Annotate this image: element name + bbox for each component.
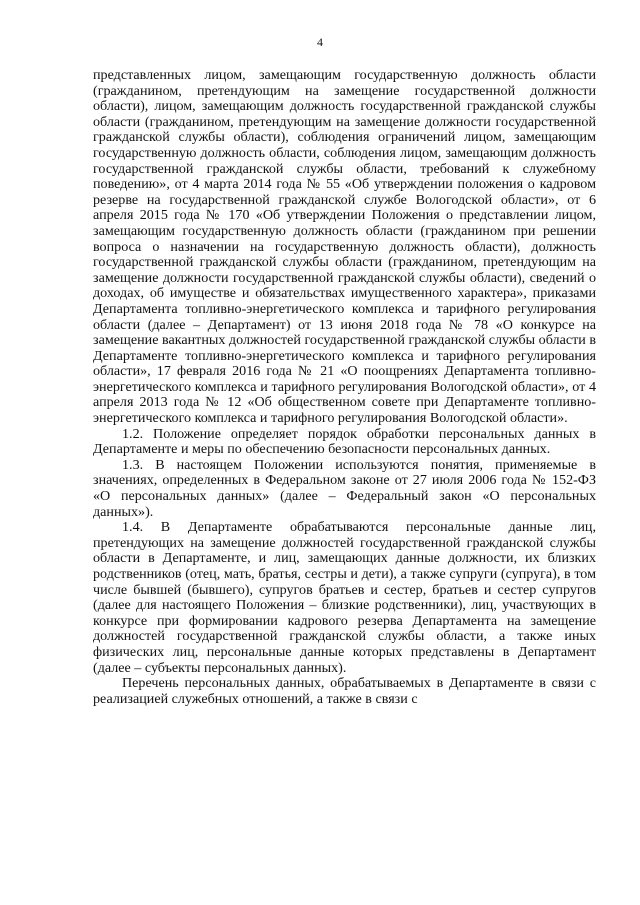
paragraph-1-2: 1.2. Положение определяет порядок обработки персональных данных в Департаменте и меры по обеспечению безопасности персональных данных. [93, 425, 596, 458]
document-body [93, 68, 596, 707]
paragraph-1-3: 1.3. В настоящем Положении используются понятия, применяемые в значениях, определенных в Федеральном законе от 27 июля 2006 года № 152-ФЗ «О персональных данных» (далее – Федеральный закон «О персональных данных»). [93, 456, 596, 520]
paragraph-continuation: представленных лицом, замещающим государственную должность области (гражданином, претендующим на замещение государственной должности области), лицом, замещающим должность государственной гражданской службы области (гражданином, претендующим на замещение должности государственной гражданской службы области), соблюдения ограничений лицом, замещающим государственную должность области, соблюдения лицом, замещающим должность государственной гражданской службы области, требований к служебному поведению», от 4 марта 2014 года № 55 «Об утверждении положения о кадровом резерве на государственной гражданской службе Вологодской области», от 6 апреля 2015 года № 170 «Об утверждении Положения о представлении лицом, замещающим государственную должность области (гражданином при решении вопроса о назначении на государственную должность области), должность государственной гражданской службы области (гражданином, претендующим на замещение должности государственной гражданской службы области), сведений о доходах, об имуществе и обязательствах имущественного характера», приказами Департамента топливно-энергетического комплекса и тарифного регулирования области (далее – Департамент) от 13 июня 2018 года № 78 «О конкурсе на замещение вакантных должностей государственной гражданской службы области в Департаменте топливно-энергетического комплекса и тарифного регулирования области», 17 февраля 2016 года № 21 «О поощрениях Департамента топливно-энергетического комплекса и тарифного регулирования Вологодской области», от 4 апреля 2013 года № 12 «Об общественном совете при Департаменте топливно-энергетического комплекса и тарифного регулирования Вологодской области». [93, 67, 596, 427]
paragraph-list-intro: Перечень персональных данных, обрабатываемых в Департаменте в связи с реализацией служебных отношений, а также в связи с [93, 675, 596, 707]
page-number: 4 [317, 35, 323, 49]
paragraph-1-4: 1.4. В Департаменте обрабатываются персональные данные лиц, претендующих на замещение должностей государственной гражданской службы области в Департаменте, и лиц, замещающих данные должности, их близких родственников (отец, мать, братья, сестры и дети), а также супруги (супруга), в том числе бывшей (бывшего), супругов братьев и сестер, братьев и сестер супругов (далее для настоящего Положения – близкие родственники), лиц, участвующих в конкурсе при формировании кадрового резерва Департамента на замещение должностей государственной гражданской службы области, а также иных физических лиц, персональные данные которых представлены в Департамент (далее – субъекты персональных данных). [93, 519, 596, 676]
